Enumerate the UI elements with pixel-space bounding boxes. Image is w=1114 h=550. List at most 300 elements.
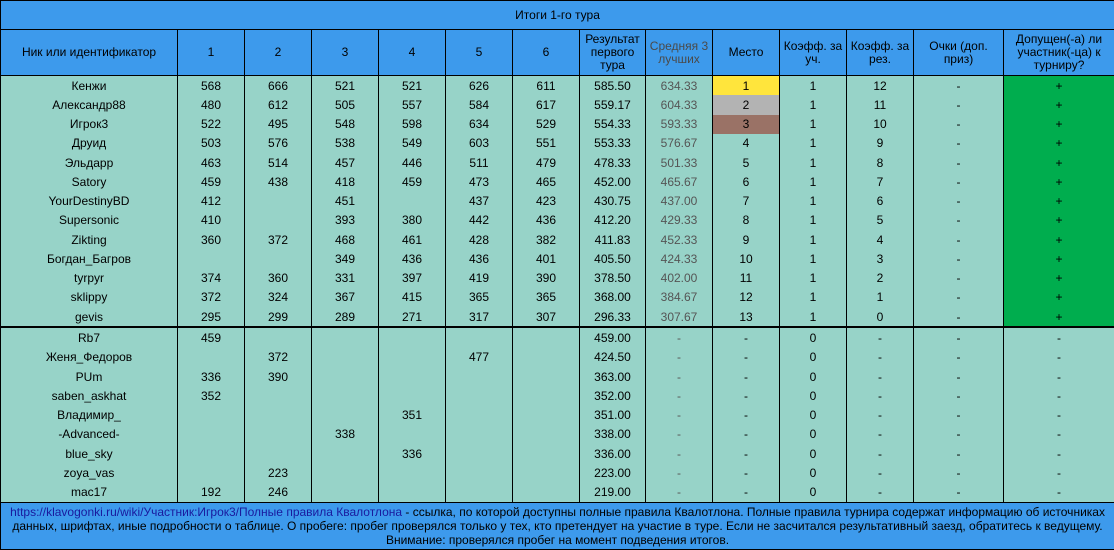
coef-participation-cell: 1 [780,211,847,230]
place-cell: 12 [713,288,780,307]
table-row [1,249,1114,268]
round-1-cell [178,425,245,444]
place-cell: - [713,463,780,482]
table-row [1,153,1114,172]
nick-cell: -Advanced- [1,425,178,444]
round-3-cell [312,348,379,367]
place-cell: 5 [713,153,780,172]
result-cell: 219.00 [580,482,646,502]
bonus-cell: - [914,134,1004,153]
result-cell: 452.00 [580,172,646,191]
round-4-cell [379,386,446,405]
nick-cell: Владимир_ [1,405,178,424]
round-5-cell: 603 [446,134,513,153]
bonus-cell: - [914,153,1004,172]
result-cell: 223.00 [580,463,646,482]
coef-result-cell: 11 [847,95,914,114]
result-cell: 352.00 [580,386,646,405]
coef-result-cell: 9 [847,134,914,153]
round-5-cell: 317 [446,307,513,327]
admitted-cell: + [1004,76,1114,96]
table-row [1,134,1114,153]
result-cell: 363.00 [580,367,646,386]
round-4-cell: 271 [379,307,446,327]
round-4-cell [379,348,446,367]
round-1-cell: 463 [178,153,245,172]
round-6-cell: 529 [513,115,580,134]
round-6-cell: 307 [513,307,580,327]
round-2-cell: 514 [245,153,312,172]
round-1-cell [178,249,245,268]
coef-result-cell: 8 [847,153,914,172]
header-result: Результат первого тура [580,30,646,76]
round-4-cell [379,367,446,386]
round-5-cell: 437 [446,192,513,211]
admitted-cell: - [1004,444,1114,463]
table-row [1,172,1114,191]
round-6-cell: 401 [513,249,580,268]
avg-cell: - [646,367,713,386]
bonus-cell: - [914,172,1004,191]
round-2-cell: 360 [245,269,312,288]
coef-participation-cell: 1 [780,115,847,134]
place-cell: 7 [713,192,780,211]
place-cell: 10 [713,249,780,268]
round-3-cell: 457 [312,153,379,172]
avg-cell: - [646,463,713,482]
avg-cell: 604.33 [646,95,713,114]
round-1-cell: 372 [178,288,245,307]
avg-cell: 634.33 [646,76,713,96]
round-2-cell: 612 [245,95,312,114]
avg-cell: 307.67 [646,307,713,327]
round-3-cell: 338 [312,425,379,444]
round-2-cell: 223 [245,463,312,482]
admitted-cell: - [1004,405,1114,424]
round-6-cell [513,367,580,386]
round-6-cell: 465 [513,172,580,191]
admitted-cell: + [1004,211,1114,230]
admitted-cell: + [1004,153,1114,172]
round-2-cell: 495 [245,115,312,134]
round-6-cell: 479 [513,153,580,172]
round-5-cell [446,463,513,482]
round-5-cell: 634 [446,115,513,134]
bonus-cell: - [914,307,1004,327]
round-1-cell: 522 [178,115,245,134]
avg-cell: - [646,327,713,347]
round-6-cell [513,463,580,482]
round-6-cell [513,444,580,463]
bonus-cell: - [914,211,1004,230]
table-row [1,269,1114,288]
table-row [1,425,1114,444]
round-5-cell: 428 [446,230,513,249]
table-row [1,386,1114,405]
header-admitted: Допущен(-а) ли участник(-ца) к турниру? [1004,30,1114,76]
nick-cell: tyrpyr [1,269,178,288]
admitted-cell: - [1004,463,1114,482]
bonus-cell: - [914,348,1004,367]
coef-result-cell: 12 [847,76,914,96]
bonus-cell: - [914,444,1004,463]
admitted-cell: - [1004,348,1114,367]
result-cell: 368.00 [580,288,646,307]
place-cell: 13 [713,307,780,327]
nick-cell: Кенжи [1,76,178,96]
admitted-cell: + [1004,134,1114,153]
round-1-cell: 336 [178,367,245,386]
coef-participation-cell: 0 [780,386,847,405]
coef-result-cell: 10 [847,115,914,134]
result-cell: 378.50 [580,269,646,288]
round-2-cell: 246 [245,482,312,502]
coef-participation-cell: 0 [780,482,847,502]
result-cell: 336.00 [580,444,646,463]
result-cell: 296.33 [580,307,646,327]
bonus-cell: - [914,367,1004,386]
avg-cell: - [646,405,713,424]
result-cell: 478.33 [580,153,646,172]
round-6-cell: 617 [513,95,580,114]
avg-cell: 384.67 [646,288,713,307]
header-round-3: 3 [312,30,379,76]
avg-cell: - [646,444,713,463]
nick-cell: Satory [1,172,178,191]
round-4-cell: 598 [379,115,446,134]
bonus-cell: - [914,249,1004,268]
nick-cell: PUm [1,367,178,386]
result-cell: 459.00 [580,327,646,347]
round-4-cell: 397 [379,269,446,288]
round-2-cell: 666 [245,76,312,96]
coef-result-cell: 4 [847,230,914,249]
bonus-cell: - [914,288,1004,307]
coef-participation-cell: 1 [780,230,847,249]
result-cell: 424.50 [580,348,646,367]
table-body [1,76,1114,503]
admitted-cell: - [1004,425,1114,444]
table-row [1,76,1114,96]
coef-result-cell: - [847,482,914,502]
round-6-cell: 436 [513,211,580,230]
table-row [1,192,1114,211]
round-6-cell: 365 [513,288,580,307]
result-cell: 430.75 [580,192,646,211]
nick-cell: gevis [1,307,178,327]
bonus-cell: - [914,463,1004,482]
admitted-cell: + [1004,95,1114,114]
round-3-cell: 548 [312,115,379,134]
round-5-cell [446,327,513,347]
nick-cell: Zikting [1,230,178,249]
coef-result-cell: 2 [847,269,914,288]
round-1-cell [178,463,245,482]
avg-cell: - [646,386,713,405]
nick-cell: Друид [1,134,178,153]
avg-cell: - [646,482,713,502]
nick-cell: sklippy [1,288,178,307]
place-cell: - [713,367,780,386]
header-coef-participation: Коэфф. за уч. [780,30,847,76]
round-4-cell [379,482,446,502]
round-4-cell: 557 [379,95,446,114]
result-cell: 559.17 [580,95,646,114]
round-3-cell: 521 [312,76,379,96]
round-5-cell: 626 [446,76,513,96]
nick-cell: zoya_vas [1,463,178,482]
coef-result-cell: 7 [847,172,914,191]
round-2-cell [245,405,312,424]
place-cell: 3 [713,115,780,134]
header-round-4: 4 [379,30,446,76]
round-6-cell [513,405,580,424]
round-4-cell: 380 [379,211,446,230]
round-5-cell [446,425,513,444]
header-round-6: 6 [513,30,580,76]
place-cell: 1 [713,76,780,96]
round-3-cell: 289 [312,307,379,327]
avg-cell: 501.33 [646,153,713,172]
admitted-cell: + [1004,115,1114,134]
place-cell: 8 [713,211,780,230]
round-6-cell: 611 [513,76,580,96]
table-row [1,95,1114,114]
coef-result-cell: - [847,425,914,444]
round-4-cell [379,425,446,444]
header-bonus-points: Очки (доп. приз) [914,30,1004,76]
table-row [1,348,1114,367]
round-2-cell: 576 [245,134,312,153]
nick-cell: Игрок3 [1,115,178,134]
result-cell: 405.50 [580,249,646,268]
round-1-cell [178,444,245,463]
avg-cell: 576.67 [646,134,713,153]
round-2-cell [245,386,312,405]
round-5-cell: 511 [446,153,513,172]
avg-cell: - [646,348,713,367]
round-3-cell: 468 [312,230,379,249]
nick-cell: Александр88 [1,95,178,114]
round-1-cell: 374 [178,269,245,288]
coef-participation-cell: 1 [780,269,847,288]
round-1-cell [178,405,245,424]
bonus-cell: - [914,76,1004,96]
bonus-cell: - [914,482,1004,502]
round-4-cell: 351 [379,405,446,424]
place-cell: - [713,327,780,347]
result-cell: 338.00 [580,425,646,444]
round-3-cell: 451 [312,192,379,211]
coef-participation-cell: 1 [780,172,847,191]
round-5-cell: 436 [446,249,513,268]
admitted-cell: + [1004,288,1114,307]
round-3-cell: 418 [312,172,379,191]
result-cell: 412.20 [580,211,646,230]
round-6-cell [513,386,580,405]
avg-cell: 452.33 [646,230,713,249]
place-cell: 9 [713,230,780,249]
round-2-cell [245,444,312,463]
avg-cell: 437.00 [646,192,713,211]
round-6-cell: 423 [513,192,580,211]
round-2-cell [245,249,312,268]
coef-result-cell: 1 [847,288,914,307]
admitted-cell: + [1004,192,1114,211]
round-6-cell: 551 [513,134,580,153]
coef-participation-cell: 1 [780,153,847,172]
coef-result-cell: - [847,463,914,482]
place-cell: - [713,482,780,502]
coef-participation-cell: 0 [780,444,847,463]
result-cell: 554.33 [580,115,646,134]
coef-result-cell: 3 [847,249,914,268]
round-5-cell [446,386,513,405]
bonus-cell: - [914,95,1004,114]
header-round-1: 1 [178,30,245,76]
result-cell: 553.33 [580,134,646,153]
round-1-cell: 410 [178,211,245,230]
admitted-cell: + [1004,172,1114,191]
round-4-cell [379,463,446,482]
admitted-cell: - [1004,482,1114,502]
round-1-cell: 459 [178,172,245,191]
coef-participation-cell: 1 [780,192,847,211]
admitted-cell: + [1004,307,1114,327]
coef-result-cell: - [847,405,914,424]
round-4-cell: 446 [379,153,446,172]
round-2-cell [245,327,312,347]
avg-cell: - [646,425,713,444]
nick-cell: blue_sky [1,444,178,463]
round-2-cell: 372 [245,230,312,249]
round-4-cell [379,327,446,347]
avg-cell: 593.33 [646,115,713,134]
coef-participation-cell: 0 [780,348,847,367]
avg-cell: 429.33 [646,211,713,230]
table-row [1,405,1114,424]
round-6-cell [513,348,580,367]
place-cell: - [713,386,780,405]
avg-cell: 424.33 [646,249,713,268]
header-round-2: 2 [245,30,312,76]
bonus-cell: - [914,327,1004,347]
round-1-cell: 295 [178,307,245,327]
footer-text: - ссылка, по которой доступны полные правила Квалотлона. Полные правила турнира содержат информацию об источниках данных, шрифтах, иные подробности о таблице. О пробеге: пробег проверялся только у тех, кто претендует на участие в туре. Если не засчитался результативный заезд, обратитесь к ведущему. Внимание: проверялся пробег на момент подведения итогов. [12,505,1105,547]
round-3-cell [312,386,379,405]
coef-participation-cell: 1 [780,134,847,153]
place-cell: 6 [713,172,780,191]
bonus-cell: - [914,269,1004,288]
header-coef-result: Коэфф. за рез. [847,30,914,76]
place-cell: - [713,348,780,367]
bonus-cell: - [914,425,1004,444]
round-3-cell: 367 [312,288,379,307]
coef-participation-cell: 0 [780,425,847,444]
place-cell: 4 [713,134,780,153]
rules-link[interactable]: https://klavogonki.ru/wiki/Участник:Игрок3/Полные правила Квалотлона [10,505,403,519]
coef-result-cell: - [847,444,914,463]
avg-cell: 465.67 [646,172,713,191]
round-4-cell: 436 [379,249,446,268]
round-3-cell [312,405,379,424]
round-5-cell [446,405,513,424]
nick-cell: Supersonic [1,211,178,230]
round-3-cell [312,327,379,347]
footer-note [1,503,1114,550]
coef-participation-cell: 1 [780,249,847,268]
nick-cell: Женя_Федоров [1,348,178,367]
avg-cell: 402.00 [646,269,713,288]
table-row [1,327,1114,347]
bonus-cell: - [914,192,1004,211]
coef-result-cell: - [847,348,914,367]
round-2-cell: 390 [245,367,312,386]
round-1-cell: 480 [178,95,245,114]
round-5-cell: 477 [446,348,513,367]
nick-cell: Rb7 [1,327,178,347]
bonus-cell: - [914,405,1004,424]
coef-participation-cell: 1 [780,307,847,327]
header-round-5: 5 [446,30,513,76]
round-1-cell: 503 [178,134,245,153]
bonus-cell: - [914,386,1004,405]
round-3-cell [312,463,379,482]
round-2-cell [245,192,312,211]
bonus-cell: - [914,115,1004,134]
place-cell: - [713,425,780,444]
round-4-cell: 461 [379,230,446,249]
round-2-cell: 299 [245,307,312,327]
coef-result-cell: 0 [847,307,914,327]
round-2-cell: 438 [245,172,312,191]
nick-cell: Богдан_Багров [1,249,178,268]
result-cell: 351.00 [580,405,646,424]
round-3-cell [312,367,379,386]
table-title: Итоги 1-го тура [1,1,1114,30]
round-6-cell: 390 [513,269,580,288]
round-2-cell: 324 [245,288,312,307]
coef-participation-cell: 1 [780,95,847,114]
round-2-cell [245,211,312,230]
table-row [1,307,1114,327]
round-1-cell [178,348,245,367]
place-cell: 2 [713,95,780,114]
round-3-cell [312,482,379,502]
round-1-cell: 192 [178,482,245,502]
header-avg-best-3: Средняя 3 лучших [646,30,713,76]
round-1-cell: 459 [178,327,245,347]
nick-cell: Эльдарр [1,153,178,172]
coef-result-cell: - [847,327,914,347]
round-1-cell: 352 [178,386,245,405]
nick-cell: YourDestinyBD [1,192,178,211]
round-4-cell [379,192,446,211]
table-row [1,367,1114,386]
coef-participation-cell: 1 [780,288,847,307]
admitted-cell: - [1004,386,1114,405]
coef-result-cell: 6 [847,192,914,211]
table-row [1,482,1114,502]
admitted-cell: - [1004,327,1114,347]
round-2-cell: 372 [245,348,312,367]
coef-result-cell: - [847,367,914,386]
table-row [1,288,1114,307]
nick-cell: saben_askhat [1,386,178,405]
round-3-cell [312,444,379,463]
round-5-cell: 584 [446,95,513,114]
coef-participation-cell: 0 [780,367,847,386]
